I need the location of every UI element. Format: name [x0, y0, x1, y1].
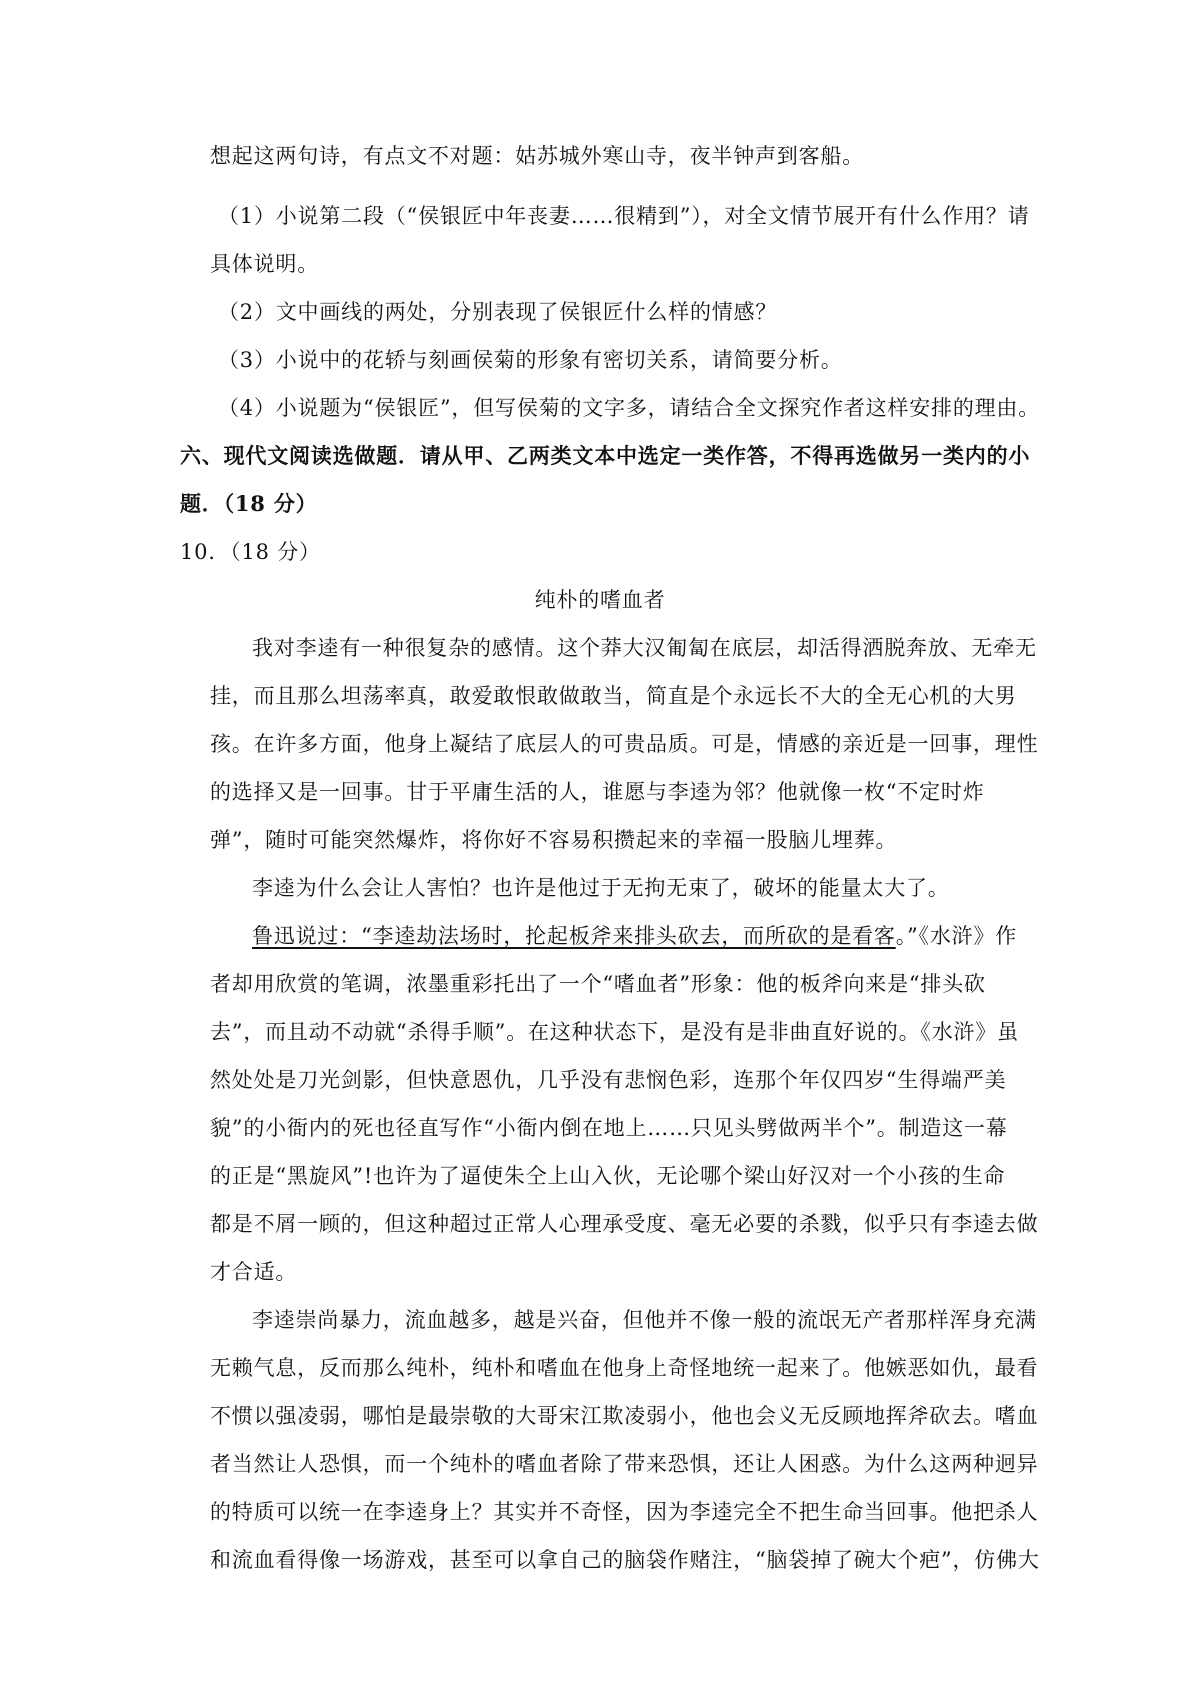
question-number: 10．（18 分）: [180, 540, 321, 564]
question-2: （2）文中画线的两处，分别表现了侯银匠什么样的情感？: [218, 300, 778, 324]
paragraph-line: 李逵崇尚暴力，流血越多，越是兴奋，但他并不像一般的流氓无产者那样浑身充满: [252, 1308, 1037, 1332]
question-3: （3）小说中的花轿与刻画侯菊的形象有密切关系，请简要分析。: [218, 348, 843, 372]
paragraph-line: 都是不屑一顾的，但这种超过正常人心理承受度、毫无必要的杀戮，似乎只有李逵去做: [210, 1212, 1039, 1236]
paragraph-line: 李逵为什么会让人害怕？也许是他过于无拘无束了，破坏的能量太大了。: [252, 876, 950, 900]
paragraph-line: 貌”的小衙内的死也径直写作“小衙内倒在地上……只见头劈做两半个”。制造这一幕: [210, 1116, 1008, 1140]
underlined-quote: 鲁迅说过：“李逵劫法场时，抡起板斧来排头砍去，而所砍的是看客: [252, 924, 896, 948]
question-4: （4）小说题为“侯银匠”，但写侯菊的文字多，请结合全文探究作者这样安排的理由。: [218, 396, 1041, 420]
paragraph-line: 弹”，随时可能突然爆炸，将你好不容易积攒起来的幸福一股脑儿埋葬。: [210, 828, 898, 852]
paragraph-line: 不惯以强凌弱，哪怕是最崇敬的大哥宋江欺凌弱小，他也会义无反顾地挥斧砍去。嗜血: [210, 1404, 1039, 1428]
paragraph-line: 者却用欣赏的笔调，浓墨重彩托出了一个“嗜血者”形象：他的板斧向来是“排头砍: [210, 972, 986, 996]
paragraph-line: 然处处是刀光剑影，但快意恩仇，几乎没有悲悯色彩，连那个年仅四岁“生得端严美: [210, 1068, 1007, 1092]
article-title: 纯朴的嗜血者: [534, 588, 666, 612]
paragraph-line: 无赖气息，反而那么纯朴，纯朴和嗜血在他身上奇怪地统一起来了。他嫉恶如仇，最看: [210, 1356, 1039, 1380]
quote-tail: 。”《水浒》作: [895, 924, 1018, 948]
paragraph-line: 和流血看得像一场游戏，甚至可以拿自己的脑袋作赌注，“脑袋掉了碗大个疤”，仿佛大: [210, 1548, 1040, 1572]
paragraph-line: 孩。在许多方面，他身上凝结了底层人的可贵品质。可是，情感的亲近是一回事，理性: [210, 732, 1039, 756]
paragraph-line: 的正是“黑旋风”!也许为了逼使朱仝上山入伙，无论哪个梁山好汉对一个小孩的生命: [210, 1164, 1006, 1188]
section-heading: 六、现代文阅读选做题．请从甲、乙两类文本中选定一类作答，不得再选做另一类内的小: [180, 443, 1031, 468]
paragraph-line: 者当然让人恐惧，而一个纯朴的嗜血者除了带来恐惧，还让人困惑。为什么这两种迥异: [210, 1452, 1039, 1476]
paragraph-line: 去”，而且动不动就“杀得手顺”。在这种状态下，是没有是非曲直好说的。《水浒》虽: [210, 1020, 1019, 1044]
paragraph-line: [252, 921, 1017, 951]
question-1-line: （1）小说第二段（“侯银匠中年丧妻……很精到”），对全文情节展开有什么作用？请: [218, 204, 1030, 228]
paragraph-line: 我对李逵有一种很复杂的感情。这个莽大汉匍匐在底层，却活得洒脱奔放、无牵无: [252, 636, 1037, 660]
question-1-line: 具体说明。: [210, 252, 319, 276]
paragraph-line: 才合适。: [210, 1260, 298, 1284]
paragraph-line: 挂，而且那么坦荡率真，敢爱敢恨敢做敢当，简直是个永远长不大的全无心机的大男: [210, 684, 1017, 708]
paragraph-line: 的特质可以统一在李逵身上？其实并不奇怪，因为李逵完全不把生命当回事。他把杀人: [210, 1500, 1039, 1524]
text-line: 想起这两句诗，有点文不对题：姑苏城外寒山寺，夜半钟声到客船。: [210, 144, 864, 168]
paragraph-line: 的选择又是一回事。甘于平庸生活的人，谁愿与李逵为邻？他就像一枚“不定时炸: [210, 780, 985, 804]
section-heading: 题．（18 分）: [180, 491, 318, 516]
